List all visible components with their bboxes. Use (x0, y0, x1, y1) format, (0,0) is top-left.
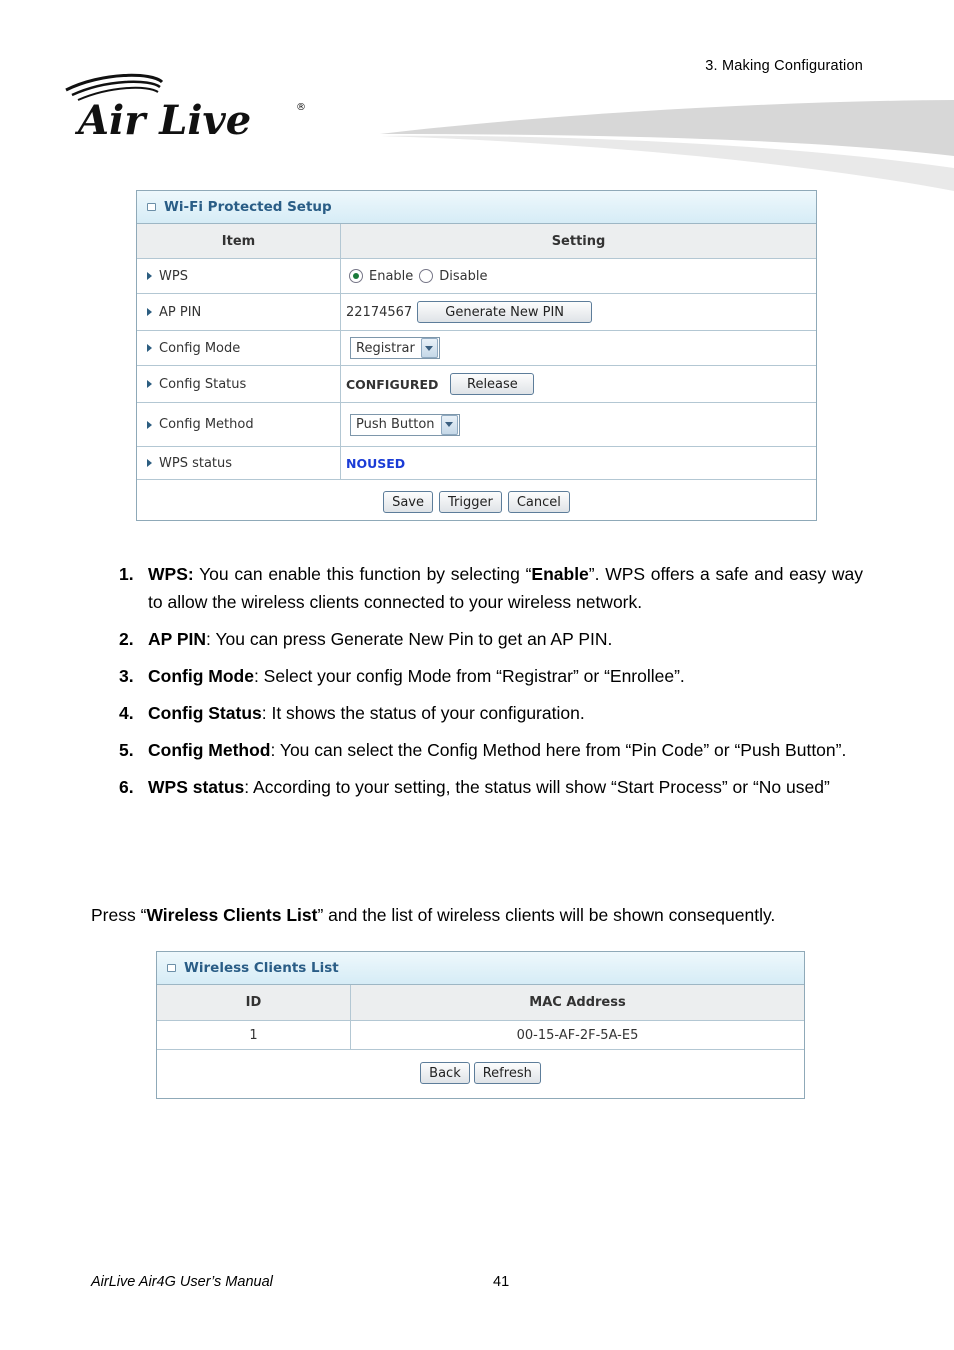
config-method-value: Push Button (356, 417, 435, 432)
list-text: : Select your config Mode from “Registrar” or “Enrollee”. (253, 666, 685, 686)
row-wps-status (137, 447, 816, 480)
press-instruction (91, 905, 775, 926)
config-mode-value: Registrar (356, 340, 415, 356)
list-term: Config Method (148, 740, 271, 760)
page-number: 41 (493, 1274, 510, 1290)
table-row (157, 1021, 804, 1050)
press-text: Press “ (91, 905, 147, 925)
list-text: ”. WPS offers a safe and easy way to allow the wireless clients connected to your wireless network. (148, 564, 863, 612)
release-button[interactable]: Release (450, 373, 534, 395)
list-term: WPS: (148, 564, 194, 584)
arrow-icon (147, 459, 152, 467)
header-swoosh (380, 96, 954, 196)
list-term: Config Status (148, 703, 262, 723)
list-text: : According to your setting, the status will show “Start Process” or “No used” (244, 777, 830, 797)
cancel-button[interactable]: Cancel (508, 491, 570, 513)
col-mac-header: MAC Address (351, 985, 804, 1020)
generate-pin-button[interactable]: Generate New PIN (417, 301, 592, 323)
config-status-value: CONFIGURED (346, 376, 439, 392)
wps-status-value: NOUSED (346, 455, 406, 471)
footer-manual-title: AirLive Air4G User’s Manual (91, 1274, 273, 1290)
press-text: ” and the list of wireless clients will be shown consequently. (317, 905, 776, 925)
list-text: : It shows the status of your configuration. (261, 703, 585, 723)
wps-button-row (137, 480, 816, 524)
clients-panel-header (157, 952, 804, 985)
list-number: 1. (119, 564, 134, 584)
list-number: 2. (119, 629, 134, 649)
clients-panel (156, 951, 805, 1099)
enable-label: Enable (369, 268, 414, 284)
chevron-down-icon (441, 415, 458, 435)
disable-radio[interactable] (419, 269, 433, 283)
wps-label: WPS (159, 268, 188, 284)
config-method-select[interactable] (350, 414, 460, 436)
config-status-label: Config Status (159, 376, 247, 392)
description-list (119, 560, 863, 810)
wps-status-label: WPS status (159, 455, 233, 471)
list-number: 4. (119, 703, 134, 723)
list-number: 5. (119, 740, 134, 760)
list-item (119, 773, 863, 801)
row-config-status (137, 366, 816, 403)
wps-panel-title: Wi-Fi Protected Setup (164, 199, 332, 215)
panel-square-icon (147, 203, 156, 211)
wps-panel-header (137, 191, 816, 224)
client-id: 1 (157, 1021, 351, 1049)
arrow-icon (147, 272, 152, 280)
list-term-emphasis: Enable (531, 564, 589, 584)
list-item (119, 662, 863, 690)
enable-radio[interactable] (349, 269, 363, 283)
arrow-icon (147, 421, 152, 429)
chapter-title: 3. Making Configuration (705, 58, 863, 74)
list-term: Config Mode (148, 666, 254, 686)
arrow-icon (147, 380, 152, 388)
list-text: You can enable this function by selecting “ (193, 564, 532, 584)
arrow-icon (147, 344, 152, 352)
config-mode-label: Config Mode (159, 340, 241, 356)
ap-pin-label: AP PIN (159, 304, 202, 320)
row-config-mode (137, 331, 816, 366)
config-mode-select[interactable] (350, 337, 440, 359)
back-button[interactable]: Back (420, 1062, 470, 1084)
panel-square-icon (167, 964, 176, 972)
col-item-header: Item (137, 224, 341, 258)
row-ap-pin (137, 294, 816, 331)
wps-panel (136, 190, 817, 521)
chevron-down-icon (421, 338, 438, 358)
clients-panel-title: Wireless Clients List (184, 960, 339, 976)
list-item (119, 736, 863, 764)
list-text: : You can press Generate New Pin to get an AP PIN. (206, 629, 613, 649)
row-wps (137, 259, 816, 294)
ap-pin-value: 22174567 (346, 304, 413, 320)
row-config-method (137, 403, 816, 447)
list-item (119, 699, 863, 727)
refresh-button[interactable]: Refresh (474, 1062, 541, 1084)
col-setting-header: Setting (341, 224, 816, 258)
list-item (119, 560, 863, 616)
list-item (119, 625, 863, 653)
save-button[interactable]: Save (383, 491, 433, 513)
arrow-icon (147, 308, 152, 316)
list-number: 6. (119, 777, 134, 797)
press-term: Wireless Clients List (146, 905, 318, 925)
list-term: AP PIN (148, 629, 207, 649)
svg-text:Air Live: Air Live (78, 97, 252, 142)
client-mac: 00-15-AF-2F-5A-E5 (516, 1027, 639, 1043)
config-method-label: Config Method (159, 417, 254, 432)
airlive-logo (62, 70, 312, 142)
clients-button-row (157, 1050, 804, 1096)
svg-text:®: ® (296, 102, 306, 113)
disable-label: Disable (439, 268, 488, 284)
list-text: : You can select the Config Method here from “Pin Code” or “Push Button”. (270, 740, 847, 760)
trigger-button[interactable]: Trigger (439, 491, 502, 513)
col-id-header: ID (157, 985, 351, 1020)
list-number: 3. (119, 666, 134, 686)
list-term: WPS status (148, 777, 245, 797)
